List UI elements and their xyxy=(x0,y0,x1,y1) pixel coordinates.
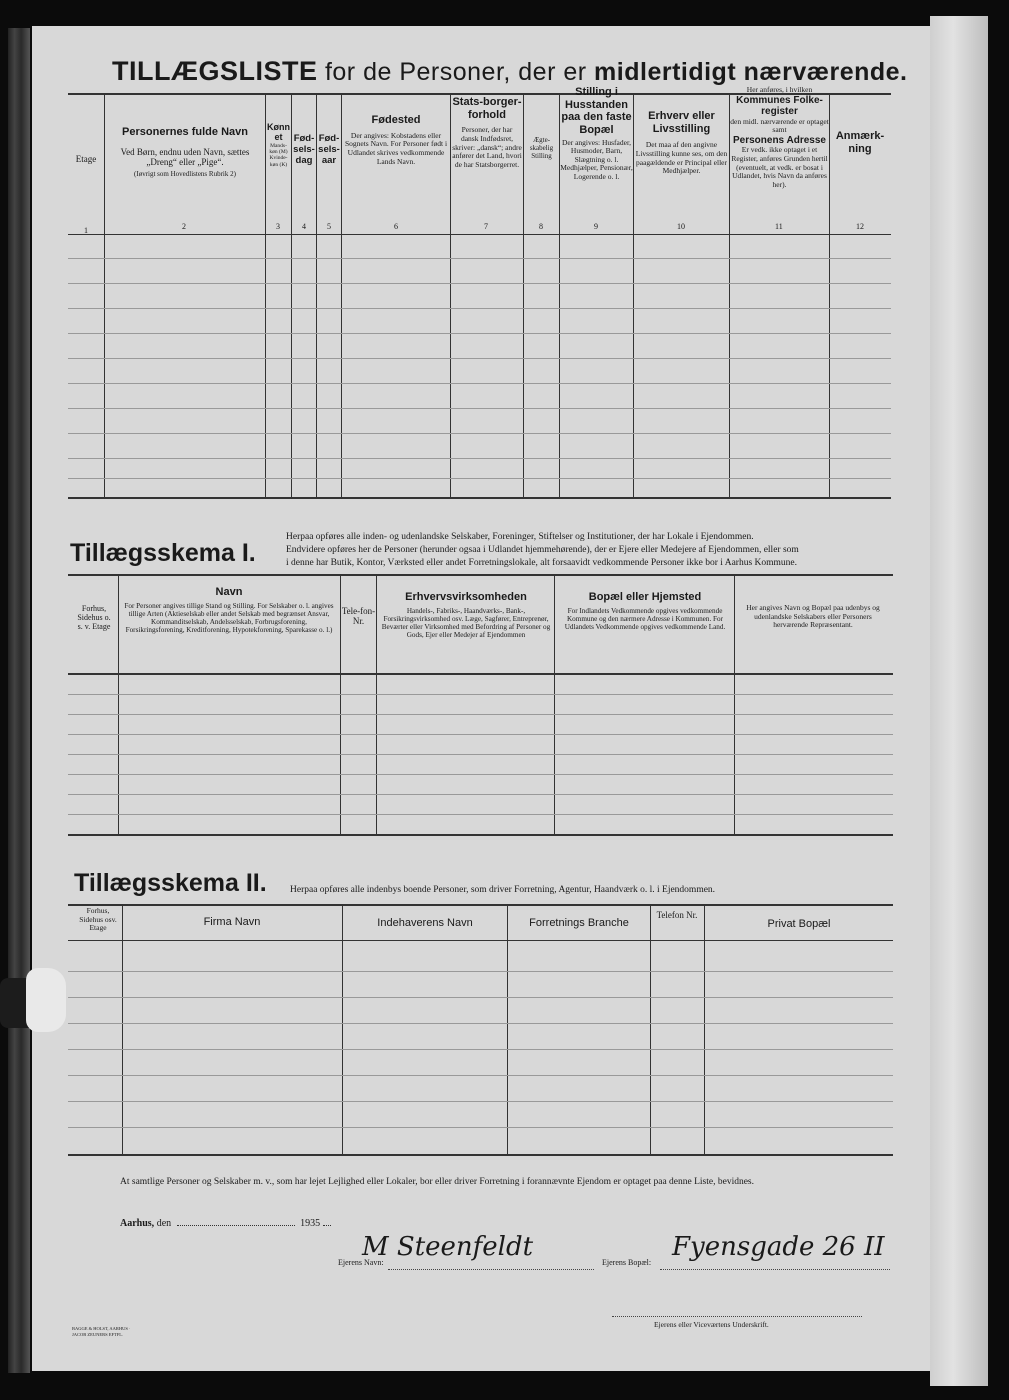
col-num: 10 xyxy=(677,222,685,231)
title-bold: midlertidigt nærværende. xyxy=(594,58,908,86)
schema1-description: Herpaa opføres alle inden- og udenlandske Selskaber, Foreninger, Stiftelser og Institutioner, der har Lokale i Ejendommen. Endvidere opføres her de Personer (herunder ogsaa i Udlandet hjemmehørende), der er Ejere eller Medejere af Ejendommen, eller som i denne har Butik, Kontor, Værksted eller andet Forretningslokale, alt forsaavidt vedkommende Personer ikke bor i Aarhus Kommune. xyxy=(286,532,799,568)
form-page xyxy=(32,26,930,1371)
divider xyxy=(507,906,508,1154)
signature-label: Ejerens eller Viceværtens Underskrift. xyxy=(654,1320,769,1329)
col-etage-header: Etage xyxy=(75,154,97,164)
declaration-text: At samtlige Personer og Selskaber m. v., som har lejet Lejlighed eller Lokaler, bor eller driver Forretning i forannævnte Ejendom er optaget paa denne Liste, bevidnes. xyxy=(120,1177,754,1187)
schema1-title: Tillægsskema I. xyxy=(70,539,256,567)
divider xyxy=(554,576,555,834)
s1-col-bopael: Bopæl eller Hjemsted For Indlandets Vedkommende opgives vedkommende Kommune og den nærmere Adresse i Kommunen. For Udlandets Vedkommende opgives vedkommende Land. xyxy=(564,591,726,632)
place-date-line xyxy=(120,1218,331,1229)
date-field xyxy=(177,1225,295,1226)
col-remarks-header: Anmærk-ning xyxy=(835,130,885,155)
row-line xyxy=(68,1049,893,1050)
s1-col-repr: Her angives Navn og Bopæl paa udenbys og udenlandske Selskabers eller Personers herværende Repræsentant. xyxy=(746,603,880,630)
row-line xyxy=(68,971,893,972)
row-line xyxy=(68,1127,893,1128)
owner-name-signature: M Steenfeldt xyxy=(362,1232,534,1262)
form-title xyxy=(112,56,908,87)
rule xyxy=(68,574,893,576)
row-line xyxy=(68,754,893,755)
signature-line xyxy=(612,1316,862,1317)
s2-col-branche: Forretnings Branche xyxy=(529,917,629,929)
schema2-description: Herpaa opføres alle indenbys boende Personer, som driver Forretning, Agentur, Haandværk o. l. i Ejendommen. xyxy=(290,885,716,895)
row-line xyxy=(68,814,893,815)
col-birthyear-header: Fød-sels-aar xyxy=(318,133,340,166)
s2-col-bopael: Privat Bopæl xyxy=(767,918,831,930)
rule xyxy=(68,673,893,675)
col-citizenship-header: Stats-borger-forhold Personer, der har dansk Indfødsret, skriver: „dansk“; andre anfører det Land, hvori de har Statsborgerret. xyxy=(452,96,522,169)
divider xyxy=(341,94,342,497)
owner-address-line xyxy=(660,1269,890,1270)
binder-clip xyxy=(0,968,56,1038)
s2-col-indehaver: Indehaverens Navn xyxy=(377,917,473,929)
row-line xyxy=(68,478,891,479)
rule xyxy=(68,1154,893,1156)
row-line xyxy=(68,358,891,359)
schema2-title: Tillægsskema II. xyxy=(74,869,267,897)
owner-name-line xyxy=(388,1269,594,1270)
adjacent-page-edge xyxy=(930,16,988,1386)
divider xyxy=(342,906,343,1154)
row-line xyxy=(68,283,891,284)
row-line xyxy=(68,308,891,309)
row-line xyxy=(68,714,893,715)
printer-imprint: BAGGE & HOLST, AARHUS · JACOB ZEUNERS EFTFL. xyxy=(72,1326,131,1337)
col-num: 8 xyxy=(539,222,543,231)
row-line xyxy=(68,1101,893,1102)
col-num: 7 xyxy=(484,222,488,231)
row-line xyxy=(68,997,893,998)
table1-header-rule xyxy=(68,234,891,235)
col-register-header: Her anføres, i hvilken Kommunes Folke-register den midl. nærværende er optaget samt Personens Adresse Er vedk. ikke optaget i et Register, anføres Grunden hertil (eventuelt, at vedk. er bosat i Udlandet, hvis Navn da anføres her). xyxy=(730,85,829,189)
col-num: 9 xyxy=(594,222,598,231)
col-num: 6 xyxy=(394,222,398,231)
col-birthday-header: Fød-sels-dag xyxy=(293,133,315,166)
row-line xyxy=(68,694,893,695)
owner-address-label: Ejerens Bopæl: xyxy=(602,1258,652,1267)
den-label: den xyxy=(156,1218,172,1229)
rule xyxy=(68,834,893,836)
row-line xyxy=(68,458,891,459)
divider xyxy=(104,94,105,497)
col-num: 2 xyxy=(182,222,186,231)
s1-col-etage: Forhus, Sidehus o. s. v. Etage xyxy=(77,604,111,632)
title-rest: for de Personer, der er xyxy=(324,58,587,86)
book-binding xyxy=(8,28,30,1373)
col-num: 5 xyxy=(327,222,331,231)
row-line xyxy=(68,1023,893,1024)
s2-col-etage: Forhus, Sidehus osv. Etage xyxy=(79,906,117,933)
rule xyxy=(68,940,893,941)
divider xyxy=(829,94,830,497)
row-line xyxy=(68,794,893,795)
col-occupation-header: Erhverv eller Livsstilling Det maa af den angivne Livsstilling kunne ses, om den paagældende er Principal eller Medhjælper. xyxy=(635,110,728,176)
col-num: 3 xyxy=(276,222,280,231)
owner-name-label: Ejerens Navn: xyxy=(338,1258,384,1267)
row-line xyxy=(68,1075,893,1076)
s1-col-navn: Navn For Personer angives tillige Stand og Stilling. For Selskaber o. l. angives tillige Arten (Aktieselskab eller andet Selskab med begrænset Ansvar, Kommanditselskab, Andelsselskab, Forbrugsforening, Forsikringsforening, Kreditforening, Hypotekforening, Sparekasse o. l.) xyxy=(124,586,334,635)
s2-col-firma: Firma Navn xyxy=(203,916,261,928)
col-sex-header: Kønnet Mands-køn (M) Kvinde-køn (K) xyxy=(267,122,290,168)
divider xyxy=(450,94,451,497)
divider xyxy=(376,576,377,834)
year: 1935 xyxy=(300,1218,321,1229)
divider xyxy=(122,906,123,1154)
divider xyxy=(118,576,119,834)
s1-col-telefon: Tele-fon-Nr. xyxy=(341,606,376,627)
title-main: TILLÆGSLISTE xyxy=(112,56,318,86)
row-line xyxy=(68,774,893,775)
col-birthplace-header: Fødested Der angives: Kobstadens eller Sognets Navn. For Personer født i Udlandet skrives vedkommende Lands Navn. xyxy=(344,114,448,166)
place: Aarhus, xyxy=(120,1218,155,1229)
row-line xyxy=(68,333,891,334)
col-num: 1 xyxy=(84,226,88,235)
table1-bottom-rule xyxy=(68,497,891,499)
col-num: 4 xyxy=(302,222,306,231)
row-line xyxy=(68,258,891,259)
row-line xyxy=(68,734,893,735)
divider xyxy=(734,576,735,834)
divider xyxy=(650,906,651,1154)
col-name-header: Personernes fulde Navn Ved Børn, endnu uden Navn, sættes „Dreng“ eller „Pige“. (Iøvrigt som Hovedlistens Rubrik 2) xyxy=(120,126,250,179)
rule xyxy=(68,904,893,906)
col-num: 12 xyxy=(856,222,864,231)
row-line xyxy=(68,383,891,384)
s1-col-erhverv: Erhvervsvirksomheden Handels-, Fabriks-, Haandværks-, Bank-, Forsikringsvirksomhed osv. Læge, Sagfører, Entreprenør, Beværter eller Virksomhed med Befordring af Personer og Gods, Ejer eller Medejer af Ejendommen xyxy=(381,591,551,640)
col-household-header: Stilling i Husstanden paa den faste Bopæl Der angives: Husfader, Husmoder, Barn, Slægtning o. l. Medhjælper, Pensionær, Logerende o. l. xyxy=(560,86,633,182)
col-num: 11 xyxy=(775,222,783,231)
divider xyxy=(704,906,705,1154)
col-marital-header: Ægte-skabelig Stilling xyxy=(529,136,554,161)
owner-address-handwriting: Fyensgade 26 II xyxy=(672,1232,885,1262)
s2-col-telefon: Telefon Nr. xyxy=(656,910,698,920)
row-line xyxy=(68,433,891,434)
row-line xyxy=(68,408,891,409)
